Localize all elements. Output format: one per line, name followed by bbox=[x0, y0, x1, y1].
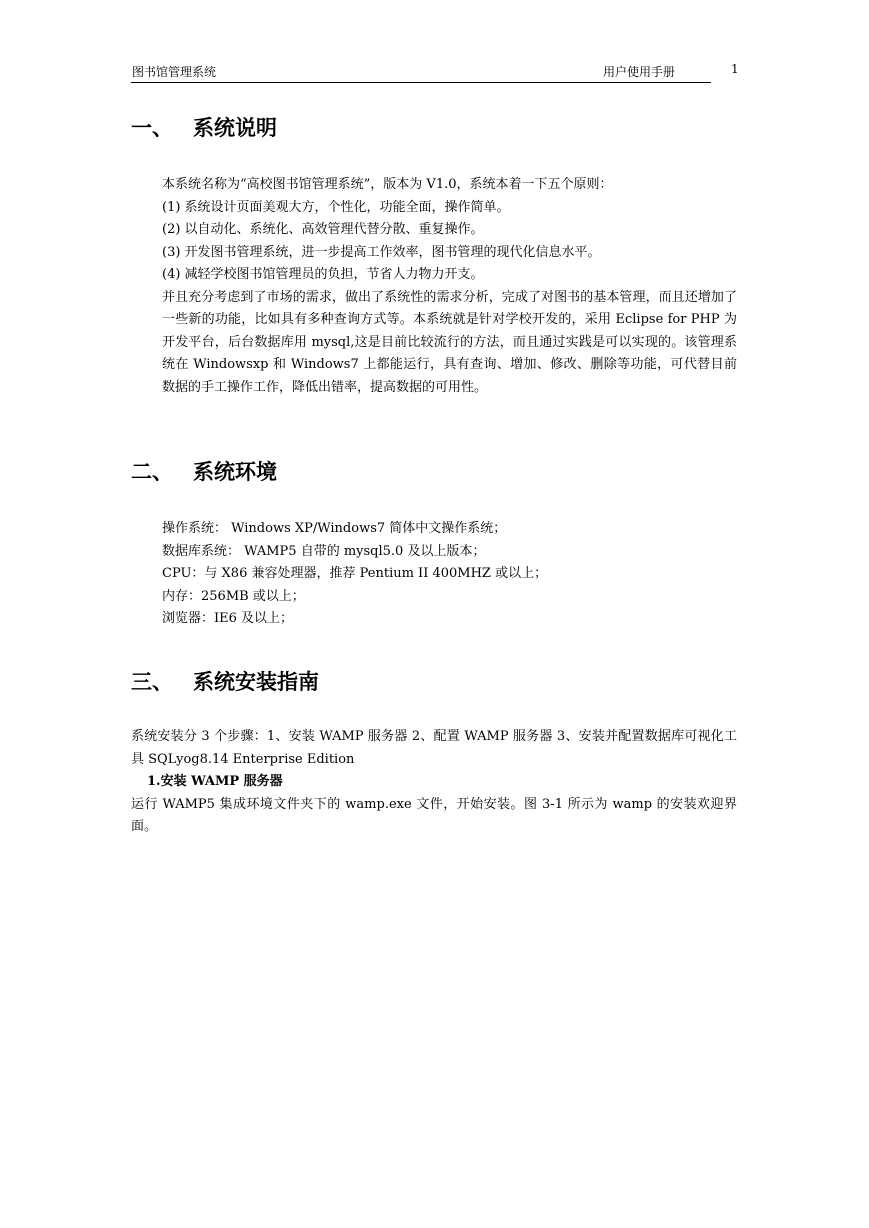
env-line-browser: 浏览器：IE6 及以上； bbox=[162, 611, 294, 626]
list-item: (1) 系统设计页面美观大方，个性化，功能全面，操作简单。 bbox=[162, 199, 510, 215]
header-manual-label: 用户使用手册 bbox=[602, 65, 675, 79]
intro-text: 本系统名称为“高校图书馆管理系统”，版本为 V1.0，系统本着一下五个原则： bbox=[162, 177, 613, 192]
section-number: 一、 bbox=[131, 116, 173, 140]
page-header bbox=[131, 62, 711, 83]
section-title: 系统环境 bbox=[193, 460, 277, 484]
section-heading bbox=[131, 113, 741, 143]
list-item: (4) 减轻学校图书馆管理员的负担，节省人力物力开支。 bbox=[162, 267, 484, 282]
section-body bbox=[131, 726, 741, 839]
env-line-os: 操作系统： Windows XP/Windows7 简体中文操作系统； bbox=[162, 521, 507, 536]
list-item: (2) 以自动化、系统化、高效管理代替分散、重复操作。 bbox=[162, 222, 484, 237]
section-number: 三、 bbox=[131, 670, 173, 694]
env-line-memory: 内存：256MB 或以上； bbox=[162, 588, 305, 604]
list-item: (3) 开发图书管理系统，进一步提高工作效率，图书管理的现代化信息水平。 bbox=[162, 244, 601, 260]
section-heading bbox=[131, 667, 741, 697]
env-line-db: 数据库系统： WAMP5 自带的 mysql5.0 及以上版本； bbox=[162, 543, 486, 559]
section-title: 系统安装指南 bbox=[193, 670, 319, 694]
header-title: 图书馆管理系统 bbox=[132, 65, 217, 79]
section-install-guide bbox=[131, 667, 741, 839]
section-heading bbox=[131, 457, 741, 487]
page-number: 1 bbox=[731, 62, 739, 76]
section-body bbox=[131, 518, 741, 631]
env-line-cpu: CPU：与 X86 兼容处理器，推荐 Pentium II 400MHZ 或以上； bbox=[162, 566, 548, 581]
section-body bbox=[131, 174, 741, 399]
section-system-description bbox=[131, 113, 741, 399]
section-system-environment bbox=[131, 457, 741, 631]
install-intro: 系统安装分 3 个步骤：1、安装 WAMP 服务器 2、配置 WAMP 服务器 3、安装并配置数据库可视化工具 SQLyog8.14 Enterprise Edition bbox=[131, 729, 737, 767]
section-title: 系统说明 bbox=[193, 116, 277, 140]
install-paragraph: 运行 WAMP5 集成环境文件夹下的 wamp.exe 文件，开始安装。图 3-1 所示为 wamp 的安装欢迎界面。 bbox=[131, 796, 737, 834]
install-subheading: 1.安装 WAMP 服务器 bbox=[147, 774, 283, 789]
section-number: 二、 bbox=[131, 460, 173, 484]
description-paragraph: 并且充分考虑到了市场的需求，做出了系统性的需求分析，完成了对图书的基本管理，而且还增加了一些新的功能，比如具有多种查询方式等。本系统就是针对学校开发的，采用 Eclipse for PHP 为开发平台，后台数据库用 mysql,这是目前比较流行的方法，而且通过实践是可以实现的。该管理系统在 Windowsxp 和 Windows7 上都能运行，具有查询、增加、修改、删除等功能，可代替目前数据的手工操作工作，降低出错率，提高数据的可用性。 bbox=[162, 289, 737, 395]
